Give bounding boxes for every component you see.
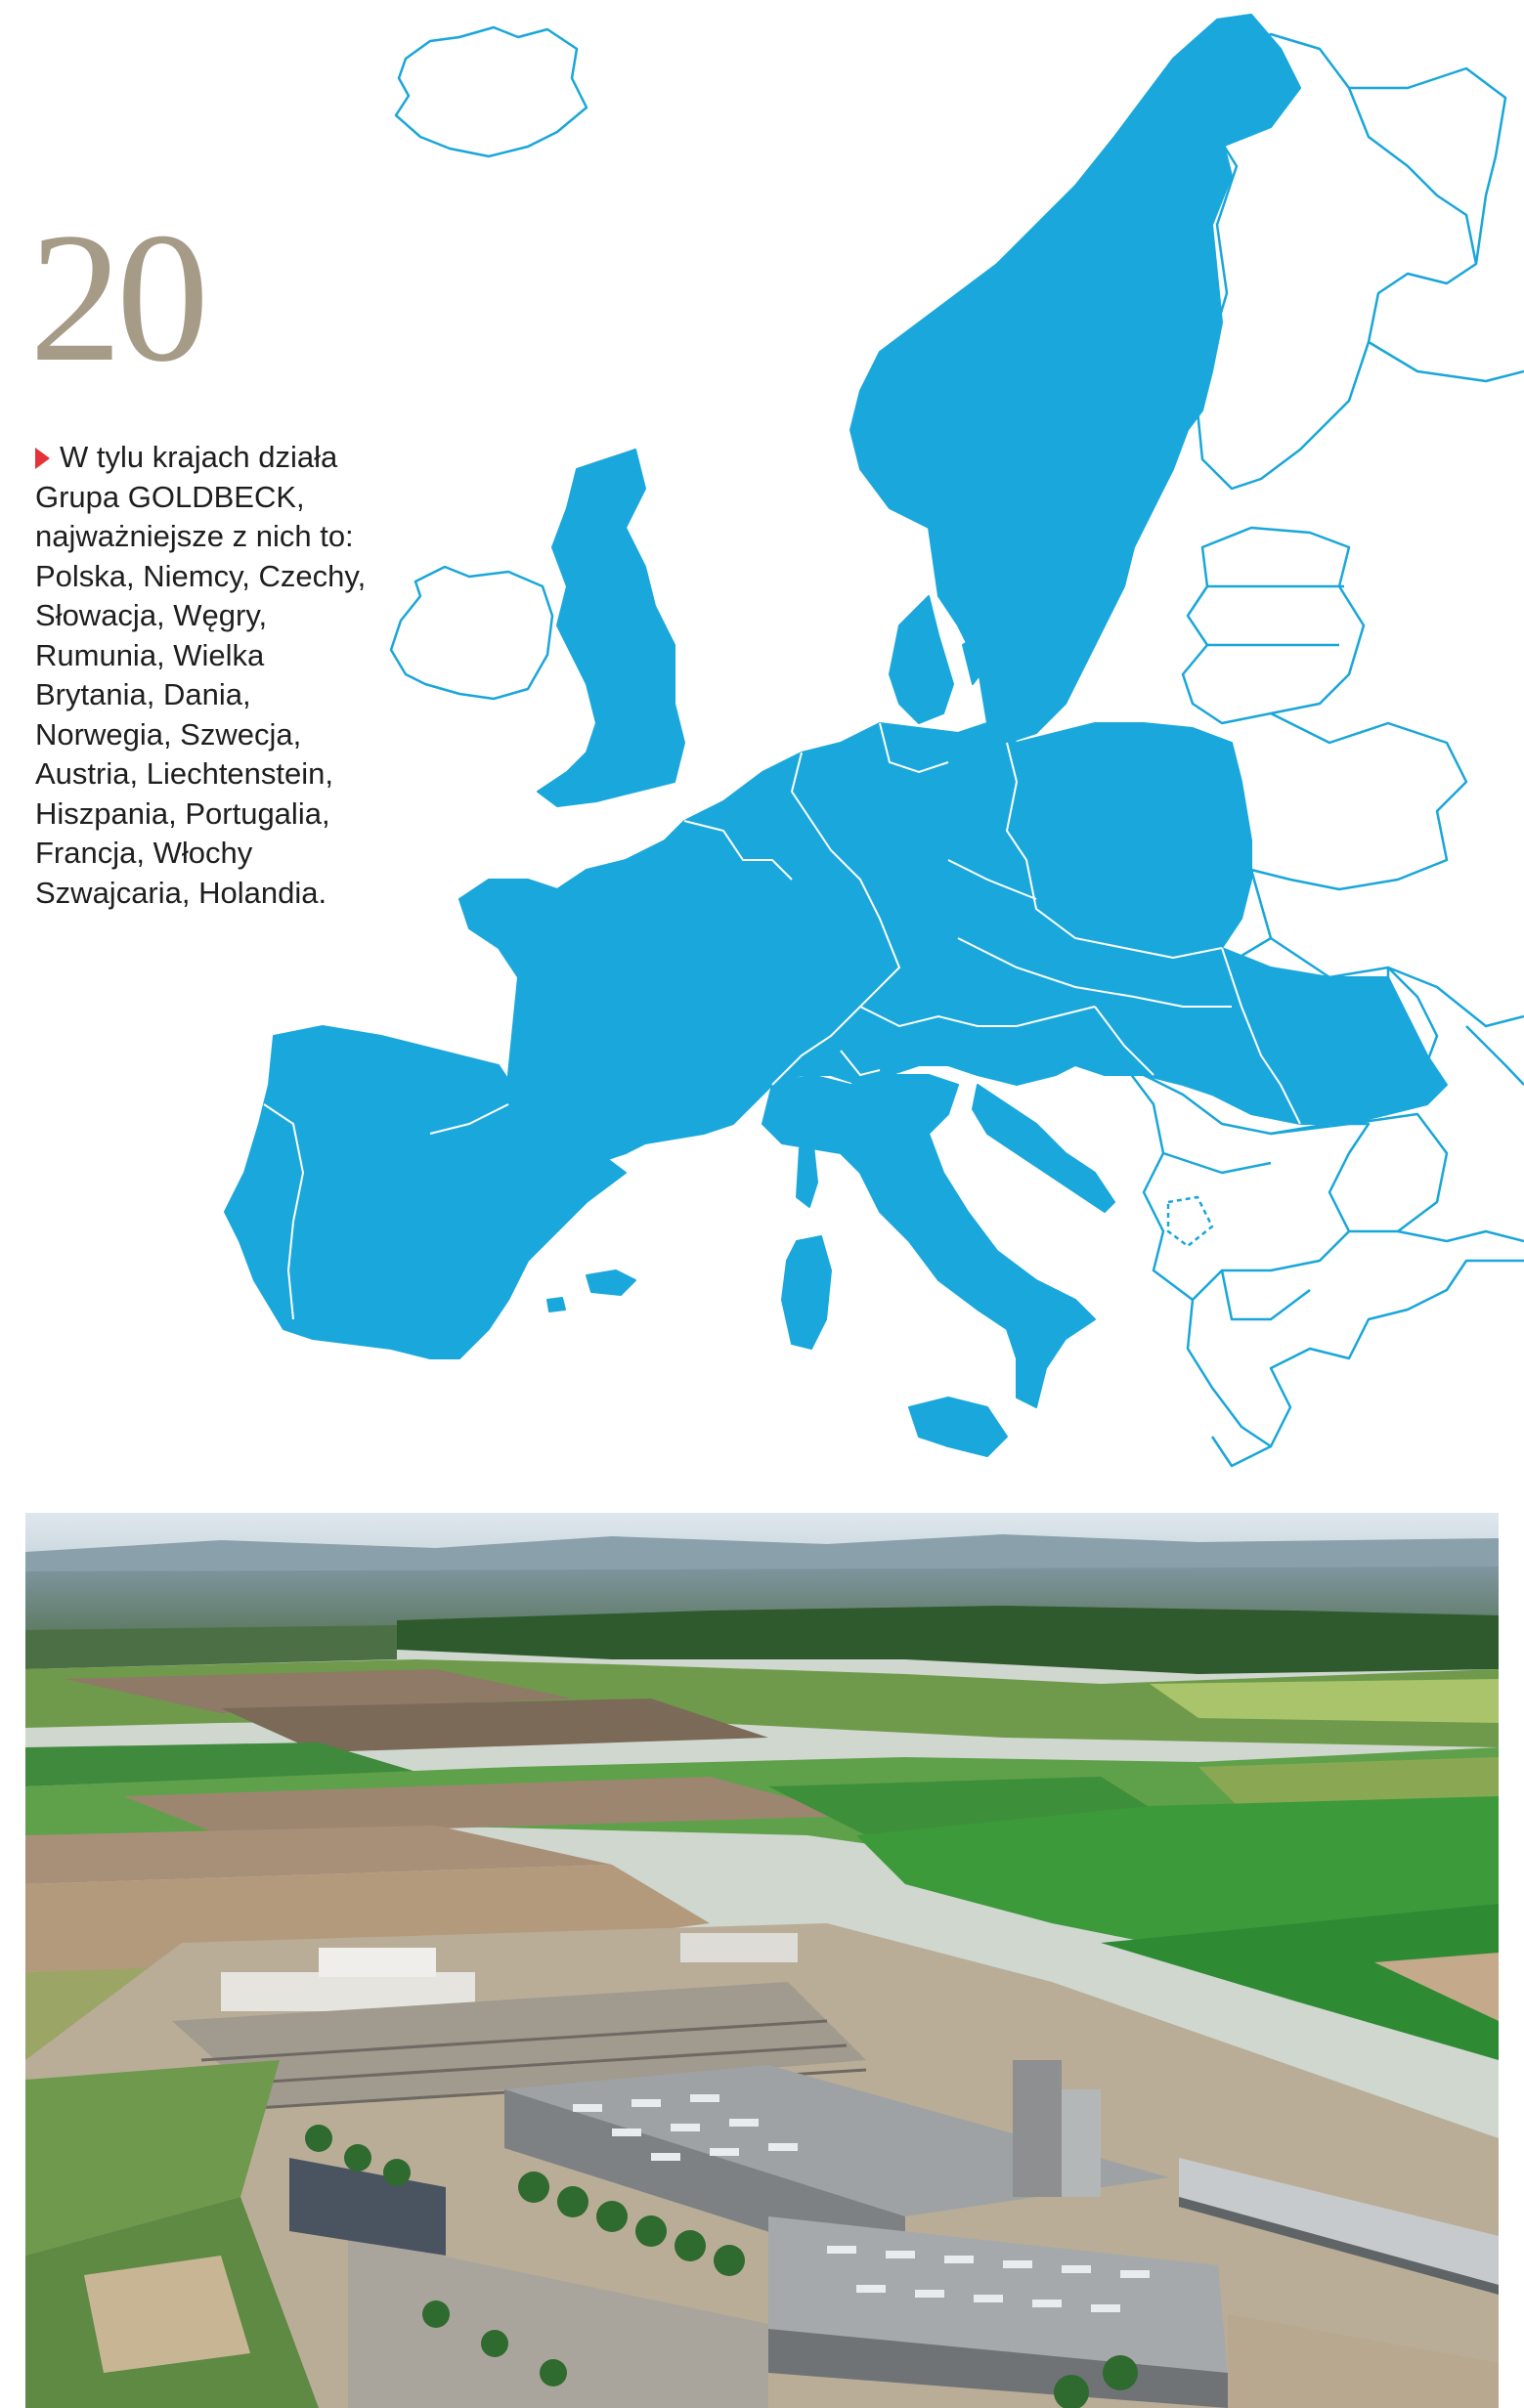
crimea-outline [1466,1026,1524,1085]
caption-line: W tylu krajach działa [60,440,338,474]
caption-line: Francja, Włochy [35,836,253,870]
russia-outline [1349,68,1524,381]
sicily-shape [909,1398,1007,1456]
adriatic-coast-shape [973,1085,1114,1212]
caption-line: Rumunia, Wielka [35,637,265,672]
caption-line: najważniejsze z nich to: [35,519,354,553]
great-britain-shape [538,450,684,806]
caption-text [35,438,416,913]
caption-line: Brytania, Dania, [35,677,251,711]
caption-line: Polska, Niemcy, Czechy, [35,558,367,593]
caption-line: Hiszpania, Portugalia, [35,796,330,831]
southeast-outline [1212,1114,1524,1466]
factory-aerial-illustration [25,1513,1499,2408]
caption-line: Norwegia, Szwecja, [35,716,302,752]
balearics-shape [547,1270,635,1312]
corsica-shape [797,1145,817,1207]
sardinia-shape [782,1236,831,1349]
country-count-number: 20 [29,195,203,401]
caption-line: Słowacja, Węgry, [35,598,268,632]
red-triangle-marker-icon [35,448,50,469]
caption-line: Austria, Liechtenstein, [35,756,334,791]
caption-line: Szwajcaria, Holandia. [35,875,327,910]
baltics-outline [1183,528,1364,723]
caption-line: Grupa GOLDBECK, [35,479,305,514]
factory-aerial-photo [25,1513,1499,2408]
iceland-outline [396,27,587,156]
kosovo-outline [1168,1197,1212,1246]
